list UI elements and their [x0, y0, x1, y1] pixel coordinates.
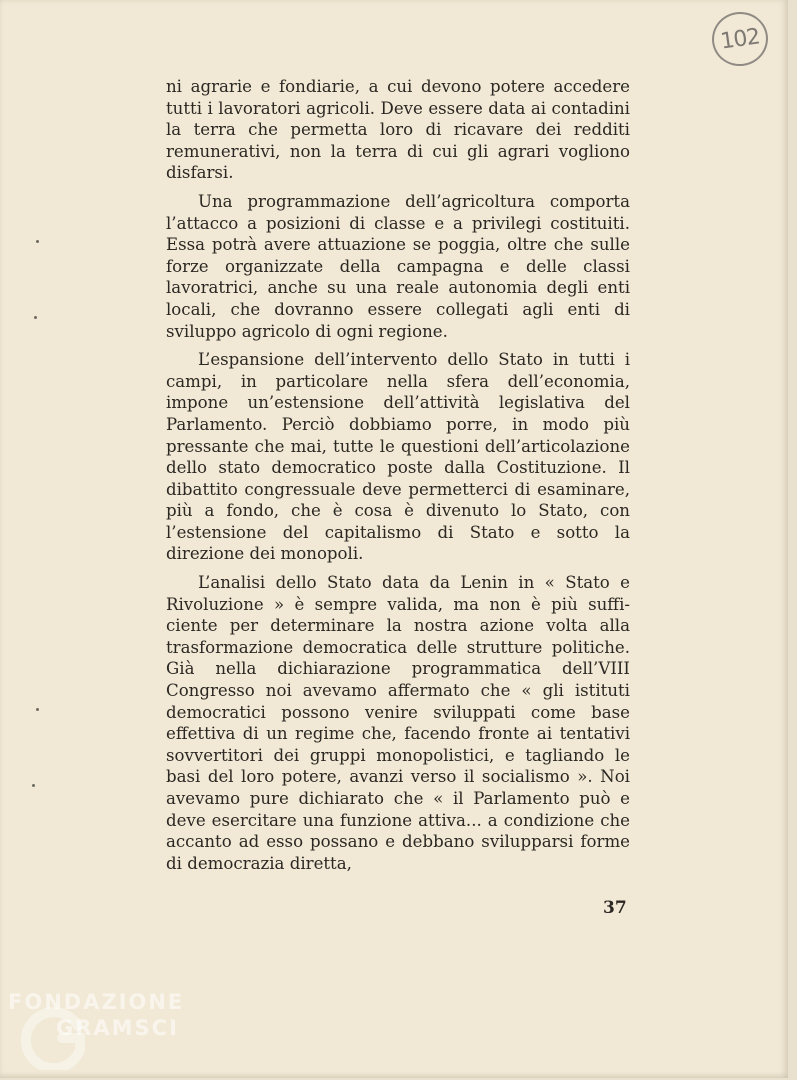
margin-dot: [34, 316, 37, 319]
watermark-line-1: FONDAZIONE: [8, 990, 185, 1014]
paragraph: L’espansione dell’intervento dello Stato in tutti i campi, in particolare nella sfera dell’economia, impone un’estensione dell’attività legislativa del Parlamento. Perciò dobbiamo porre, in modo più pressante che mai, tutte le questioni dell’articolazione dello stato democratico poste dalla Costituzione. Il dibattito congressuale deve permetterci di esaminare, più a fondo, che è cosa è divenuto lo Stato, con l’estensione del capitalismo di Stato e sotto la direzione dei monopoli.: [166, 350, 630, 564]
paragraph: ni agrarie e fondiarie, a cui devono potere accedere tutti i lavoratori agricoli. Deve essere data ai contadini la terra che permetta loro di ricavare dei redditi remunerativi, non la terra di cui gli agrari vogliono disfarsi.: [166, 77, 630, 183]
archive-number-stamp: [709, 8, 772, 69]
paragraph: Una programmazione dell’agricoltura comporta l’attacco a posizioni di classe e a privilegi costituiti. Essa potrà avere attuazione se poggia, oltre che sulle forze organizzate della campagna e delle classi lavoratrici, anche su una reale autonomia degli enti locali, che dovranno essere collegati agli enti di sviluppo agricolo di ogni regione.: [166, 191, 630, 341]
margin-dot: [36, 708, 39, 711]
watermark-line-2: GRAMSCI: [56, 1016, 179, 1040]
margin-dot: [32, 784, 35, 787]
body-text: [166, 76, 630, 881]
page-number: 37: [603, 898, 627, 918]
paragraph: L’analisi dello Stato data da Lenin in « Stato e Rivoluzione » è sempre valida, ma non è più sufficiente per determinare la nostra azione volta alla trasformazione democratica delle strutture politiche. Già nella dichiarazione programmatica dell’VIII Congresso noi avevamo affermato che « gli istituti democratici possono venire sviluppati come base effettiva di un regime che, facendo fronte ai tentativi sovvertitori dei gruppi monopolistici, e tagliando le basi del loro potere, avanzi verso il socialismo ». Noi avevamo pure dichiarato che « il Parlamento può e deve esercitare una funzione attiva... a condizione che accanto ad esso possano e debbano svilupparsi forme di democrazia diretta,: [166, 573, 630, 873]
watermark-logo: [8, 990, 208, 1070]
margin-dot: [36, 240, 39, 243]
archive-number: 102: [718, 23, 762, 55]
